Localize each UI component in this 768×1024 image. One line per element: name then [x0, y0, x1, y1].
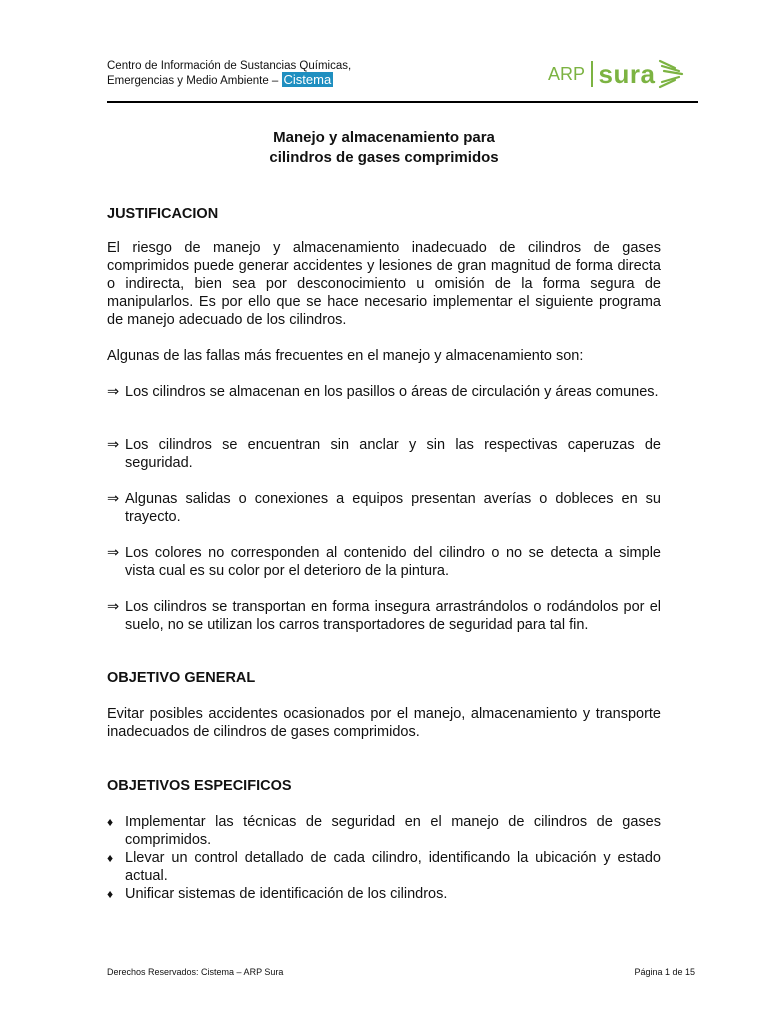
arrow-icon: ⇒ [107, 384, 120, 400]
arrow-icon: ⇒ [107, 599, 120, 615]
list-item-text: Llevar un control detallado de cada cilindro, identificando la ubicación y estado actual. [125, 850, 661, 884]
list-item [107, 383, 661, 401]
logo-sura-text: sura [598, 58, 656, 89]
list-item [107, 885, 661, 903]
sura-leaf-icon [657, 57, 685, 91]
list-item-text: Unificar sistemas de identificación de los cilindros. [125, 886, 448, 902]
heading-justificacion: JUSTIFICACION [107, 206, 219, 222]
title-line-2: cilindros de gases comprimidos [269, 149, 499, 166]
justificacion-paragraph: El riesgo de manejo y almacenamiento inadecuado de cilindros de gases comprimidos puede generar accidentes y lesiones de gran magnitud de forma directa o indirecta, bien sea por desconocimiento u omisión de la forma segura de manipularlos. Es por ello que se hace necesario implementar el siguiente programa de manejo adecuado de los cilindros. [107, 240, 661, 328]
cistema-badge: Cistema [283, 72, 332, 87]
arp-sura-logo [548, 56, 685, 92]
document-title [107, 128, 661, 168]
header-divider [107, 101, 698, 103]
list-item [107, 544, 661, 580]
list-item-text: Los colores no corresponden al contenido del cilindro o no se detecta a simple vista cual es su color por el deterioro de la pintura. [125, 545, 661, 579]
fallas-intro: Algunas de las fallas más frecuentes en el manejo y almacenamiento son: [107, 348, 584, 364]
logo-separator [591, 61, 593, 87]
heading-objetivo-general: OBJETIVO GENERAL [107, 670, 256, 686]
logo-arp-text: ARP [548, 63, 586, 84]
diamond-bullet-icon: ♦ [107, 815, 114, 829]
list-item [107, 598, 661, 634]
org-line-1: Centro de Información de Sustancias Químicas, [107, 60, 352, 72]
org-line-2 [107, 73, 351, 88]
arrow-icon: ⇒ [107, 491, 120, 507]
list-item-text: Algunas salidas o conexiones a equipos presentan averías o dobleces en su trayecto. [125, 491, 661, 525]
arrow-icon: ⇒ [107, 545, 120, 561]
org-line-2-text: Emergencias y Medio Ambiente – [107, 75, 279, 87]
list-item [107, 813, 661, 849]
list-item [107, 849, 661, 885]
list-item-text: Los cilindros se encuentran sin anclar y sin las respectivas caperuzas de seguridad. [125, 437, 661, 471]
list-item-text: Los cilindros se transportan en forma insegura arrastrándolos o rodándolos por el suelo, no se utilizan los carros transportadores de seguridad para tal fin. [125, 599, 661, 633]
objetivos-list [107, 813, 661, 903]
heading-objetivos-especificos: OBJETIVOS ESPECIFICOS [107, 778, 292, 794]
diamond-bullet-icon: ♦ [107, 851, 114, 865]
list-item-text: Implementar las técnicas de seguridad en el manejo de cilindros de gases comprimidos. [125, 814, 661, 848]
objetivo-general-paragraph: Evitar posibles accidentes ocasionados por el manejo, almacenamiento y transporte inadecuados de cilindros de gases comprimidos. [107, 706, 661, 740]
list-item [107, 436, 661, 472]
list-item-text: Los cilindros se almacenan en los pasillos o áreas de circulación y áreas comunes. [125, 384, 659, 400]
header-organization [107, 59, 351, 88]
footer-page-number: Página 1 de 15 [634, 967, 695, 977]
diamond-bullet-icon: ♦ [107, 887, 114, 901]
list-item [107, 490, 661, 526]
footer-copyright: Derechos Reservados: Cistema – ARP Sura [107, 967, 284, 977]
title-line-1: Manejo y almacenamiento para [273, 129, 495, 146]
arrow-icon: ⇒ [107, 437, 120, 453]
